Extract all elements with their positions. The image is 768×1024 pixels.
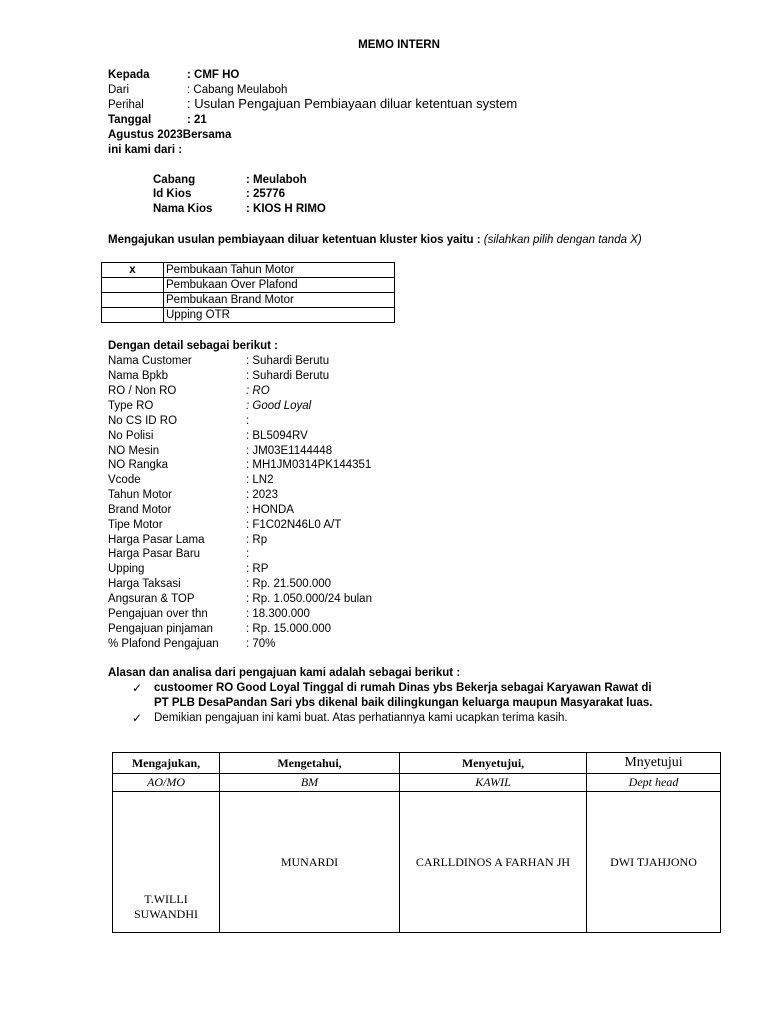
header-label-kepada: Kepada — [108, 69, 150, 81]
detail-label: Type RO — [108, 400, 154, 412]
signature-action: Mengetahui, — [220, 753, 400, 774]
memo-title: MEMO INTERN — [358, 39, 440, 51]
detail-value: : — [246, 548, 250, 560]
proposal-line — [108, 233, 642, 247]
detail-value: : — [246, 415, 250, 427]
check-icon: ✓ — [132, 711, 143, 725]
option-row[interactable] — [102, 293, 395, 308]
option-mark[interactable] — [102, 293, 164, 308]
detail-value: : JM03E1144448 — [246, 445, 333, 457]
detail-label: % Plafond Pengajuan — [108, 638, 219, 650]
detail-value: : HONDA — [246, 504, 294, 516]
detail-label: Tahun Motor — [108, 489, 172, 501]
header-value-dari: : Cabang Meulaboh — [187, 84, 288, 96]
signature-name: T.WILLI — [144, 892, 188, 906]
signature-role: AO/MO — [113, 774, 220, 792]
detail-value: : Suhardi Berutu — [246, 370, 330, 382]
option-label: Upping OTR — [164, 308, 395, 323]
option-mark[interactable] — [102, 278, 164, 293]
detail-label: Nama Customer — [108, 355, 192, 367]
signature-role: KAWIL — [400, 774, 587, 792]
check-icon: ✓ — [132, 681, 143, 695]
detail-value: : BL5094RV — [246, 430, 308, 442]
detail-label: No Polisi — [108, 430, 154, 442]
header-value-tanggal: : 21 — [187, 114, 207, 126]
detail-label: Harga Pasar Lama — [108, 534, 205, 546]
signature-name-cell — [400, 792, 587, 933]
signature-name-cell — [220, 792, 400, 933]
signature-name-cell — [113, 792, 220, 933]
reason-heading: Alasan dan analisa dari pengajuan kami adalah sebagai berikut : — [108, 667, 461, 679]
option-row[interactable] — [102, 278, 395, 293]
signature-name: SUWANDHI — [134, 907, 198, 921]
detail-label: Harga Taksasi — [108, 578, 181, 590]
header-label-dari: Dari — [108, 84, 130, 96]
options-table — [101, 262, 395, 323]
detail-value: : 18.300.000 — [246, 608, 310, 620]
detail-value: : Rp. 21.500.000 — [246, 578, 332, 590]
detail-label: Brand Motor — [108, 504, 172, 516]
detail-value: : 2023 — [246, 489, 278, 501]
option-label: Pembukaan Over Plafond — [164, 278, 395, 293]
detail-label: Nama Bpkb — [108, 370, 169, 382]
closing-text: Demikian pengajuan ini kami buat. Atas perhatiannya kami ucapkan terima kasih. — [154, 712, 568, 724]
detail-value: : LN2 — [246, 474, 274, 486]
detail-label: Harga Pasar Baru — [108, 548, 201, 560]
detail-value: : RO — [246, 385, 270, 397]
signature-action: Mnyetujui — [587, 753, 721, 774]
signature-name: CARLLDINOS A FARHAN JH — [415, 854, 571, 869]
option-row[interactable] — [102, 308, 395, 323]
reason-line-2: PT PLB DesaPandan Sari ybs dikenal baik dilingkungan keluarga maupun Masyarakat luas. — [154, 697, 653, 709]
kiosk-name-label: Nama Kios — [153, 203, 213, 215]
detail-heading: Dengan detail sebagai berikut : — [108, 340, 278, 352]
detail-value: : Rp. 1.050.000/24 bulan — [246, 593, 372, 605]
kiosk-id-label: Id Kios — [153, 188, 192, 200]
detail-value: : Rp. 15.000.000 — [246, 623, 332, 635]
signature-name-cell — [587, 792, 721, 933]
signature-name: DWI TJAHJONO — [610, 854, 697, 869]
detail-value: : F1C02N46L0 A/T — [246, 519, 342, 531]
option-mark[interactable] — [102, 308, 164, 323]
option-label: Pembukaan Tahun Motor — [164, 263, 395, 278]
detail-label: Tipe Motor — [108, 519, 163, 531]
header-label-tanggal: Tanggal — [108, 114, 152, 126]
option-row[interactable] — [102, 263, 395, 278]
signature-role: BM — [220, 774, 400, 792]
kiosk-id-value: : 25776 — [246, 188, 286, 200]
detail-value: : MH1JM0314PK144351 — [246, 459, 372, 471]
detail-label: NO Mesin — [108, 445, 160, 457]
proposal-hint: (silahkan pilih dengan tanda X) — [483, 234, 642, 246]
detail-label: RO / Non RO — [108, 385, 177, 397]
detail-label: Vcode — [108, 474, 141, 486]
reason-line-1: custoomer RO Good Loyal Tinggal di rumah Dinas ybs Bekerja sebagai Karyawan Rawat di — [154, 682, 652, 694]
header-value-perihal: : Usulan Pengajuan Pembiayaan diluar ketentuan system — [187, 96, 518, 111]
detail-value: : 70% — [246, 638, 276, 650]
header-value-kepada: : CMF HO — [187, 69, 240, 81]
signature-action: Menyetujui, — [400, 753, 587, 774]
detail-value: : Good Loyal — [246, 400, 312, 412]
option-label: Pembukaan Brand Motor — [164, 293, 395, 308]
detail-value: : RP — [246, 563, 269, 575]
signature-table — [112, 752, 721, 933]
detail-label: NO Rangka — [108, 459, 169, 471]
detail-value: : Suhardi Berutu — [246, 355, 330, 367]
signature-action: Mengajukan, — [113, 753, 220, 774]
signature-role: Dept head — [587, 774, 721, 792]
detail-label: Angsuran & TOP — [108, 593, 195, 605]
header-label-perihal: Perihal — [108, 99, 144, 111]
detail-label: Pengajuan over thn — [108, 608, 208, 620]
intro-text: ini kami dari : — [108, 144, 183, 156]
date-continuation: Agustus 2023Bersama — [108, 129, 232, 141]
signature-name: MUNARDI — [280, 854, 339, 869]
detail-label: No CS ID RO — [108, 415, 178, 427]
kiosk-name-value: : KIOS H RIMO — [246, 203, 326, 215]
detail-value: : Rp — [246, 534, 268, 546]
proposal-text: Mengajukan usulan pembiayaan diluar ketentuan kluster kios yaitu : — [108, 234, 481, 246]
branch-label: Cabang — [153, 174, 196, 186]
option-mark[interactable]: x — [102, 263, 164, 278]
detail-label: Pengajuan pinjaman — [108, 623, 213, 635]
detail-label: Upping — [108, 563, 145, 575]
branch-value: : Meulaboh — [246, 174, 307, 186]
